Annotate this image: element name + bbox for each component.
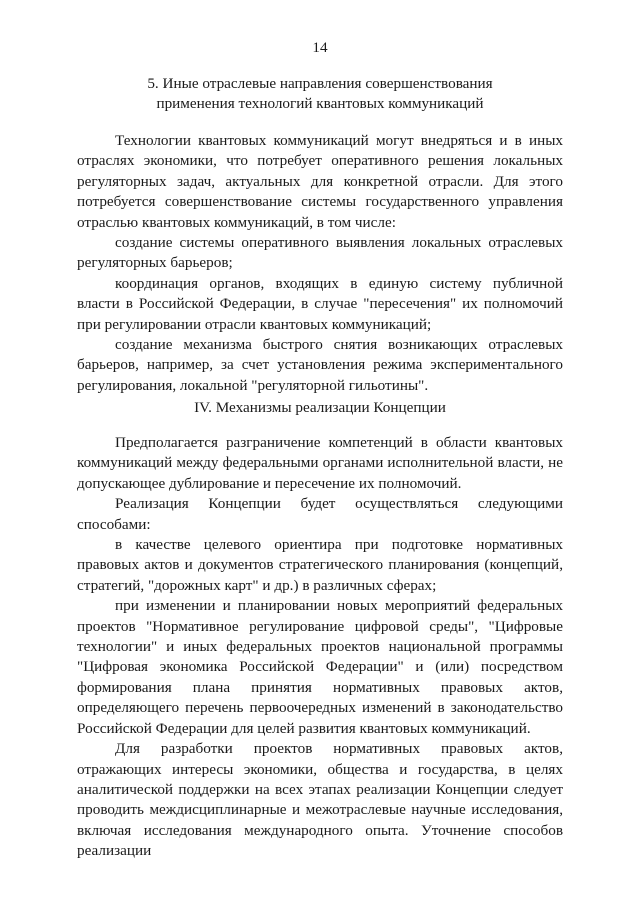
section-4-body <box>77 433 563 862</box>
paragraph: Предполагается разграничение компетенций в области квантовых коммуникаций между федеральными органами исполнительной власти, не допускающее дублирование и пересечение их полномочий. <box>77 434 563 492</box>
paragraph: при изменении и планировании новых мероприятий федеральных проектов "Нормативное регулирование цифровой среды", "Цифровые технологии" и иных федеральных проектов национальной программы "Цифровая экономика Российской Федерации" и (или) посредством формирования плана принятия нормативных правовых актов, определяющего перечень первоочередных изменений в законодательство Российской Федерации для целей развития квантовых коммуникаций. <box>77 597 563 737</box>
paragraph: Реализация Концепции будет осуществляться следующими способами: <box>77 495 563 533</box>
paragraph: координация органов, входящих в единую систему публичной власти в Российской Федерации, в случае "пересечения" их полномочий при регулировании отрасли квантовых коммуникаций; <box>77 274 563 333</box>
paragraph: Технологии квантовых коммуникаций могут внедряться и в иных отраслях экономики, что потребует оперативного решения локальных регуляторных задач, актуальных для конкретной отрасли. Для этого потребуется совершенствование системы государственного управления отраслью квантовых коммуникаций, в том числе: <box>77 132 563 231</box>
section-5-body <box>77 131 563 396</box>
section-5-title-line-2: применения технологий квантовых коммуникаций <box>156 95 484 113</box>
section-5-title-line-1: 5. Иные отраслевые направления совершенствования <box>147 75 493 92</box>
paragraph: Для разработки проектов нормативных правовых актов, отражающих интересы экономики, общества и государства, в целях аналитической поддержки на всех этапах реализации Концепции следует проводить междисциплинарные и межотраслевые научные исследования, включая исследования международного опыта. Уточнение способов реализации <box>77 740 563 860</box>
paragraph: в качестве целевого ориентира при подготовке нормативных правовых актов и документов стратегического планирования (концепций, стратегий, "дорожных карт" и др.) в различных сферах; <box>77 536 563 594</box>
paragraph: создание механизма быстрого снятия возникающих отраслевых барьеров, например, за счет установления режима экспериментального регулирования, локальной "регуляторной гильотины". <box>77 336 563 394</box>
page-number: 14 <box>312 39 328 56</box>
paragraph: создание системы оперативного выявления локальных отраслевых регуляторных барьеров; <box>77 234 563 272</box>
section-4-heading: IV. Механизмы реализации Концепции <box>194 399 446 416</box>
section-5-heading <box>0 74 640 115</box>
